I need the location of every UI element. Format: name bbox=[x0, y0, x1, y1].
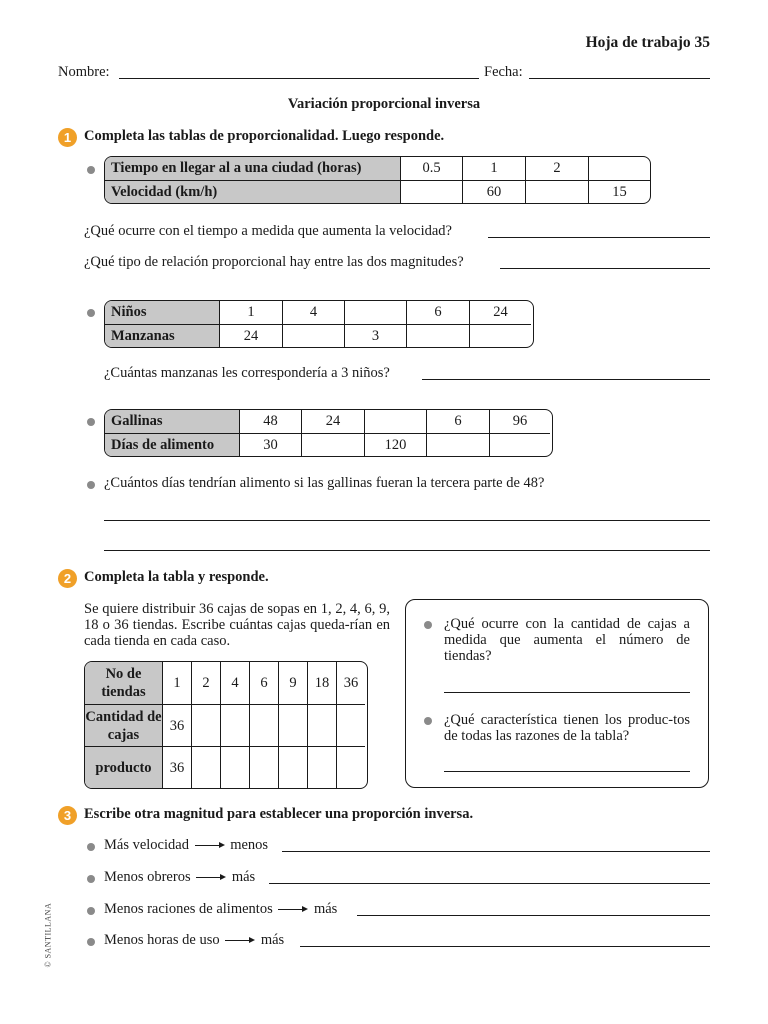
table-cell: 60 bbox=[462, 180, 525, 203]
table-row bbox=[105, 324, 533, 347]
table-cell-blank[interactable] bbox=[588, 157, 650, 180]
exercise-number-2: 2 bbox=[58, 569, 77, 588]
question-4: ¿Cuántos días tendrían alimento si las gallinas fueran la tercera parte de 48? bbox=[104, 475, 545, 491]
list-item bbox=[104, 869, 255, 886]
list-item bbox=[104, 901, 337, 918]
question-2: ¿Qué tipo de relación proporcional hay entre las dos magnitudes? bbox=[84, 254, 464, 270]
bullet-icon bbox=[87, 875, 95, 883]
worksheet-number: Hoja de trabajo 35 bbox=[585, 34, 710, 51]
arrow-right-icon bbox=[278, 903, 308, 913]
table-cell: 9 bbox=[278, 662, 307, 704]
table-header-apples: Manzanas bbox=[105, 324, 219, 347]
magnitude-right: más bbox=[231, 869, 256, 885]
table-row bbox=[105, 433, 552, 456]
magnitude-left: Menos horas de uso bbox=[104, 932, 220, 948]
arrow-right-icon bbox=[196, 871, 226, 881]
table-children-apples bbox=[104, 300, 534, 348]
answer-line-2[interactable] bbox=[500, 268, 710, 269]
name-line[interactable] bbox=[119, 78, 479, 79]
table-header-speed: Velocidad (km/h) bbox=[105, 180, 400, 203]
page-title: Variación proporcional inversa bbox=[287, 96, 481, 112]
table-cell: 15 bbox=[588, 180, 650, 203]
table-cell: 1 bbox=[462, 157, 525, 180]
magnitude-right: más bbox=[260, 932, 285, 948]
table-cell-blank[interactable] bbox=[400, 180, 462, 203]
table-cell-blank[interactable] bbox=[307, 704, 336, 746]
answer-line-ex3-1[interactable] bbox=[282, 851, 710, 852]
answer-line-4b[interactable] bbox=[104, 550, 710, 551]
list-item bbox=[104, 932, 284, 949]
box-answer-line-1[interactable] bbox=[444, 692, 690, 693]
exercise-3-instruction: Escribe otra magnitud para establecer una proporción inversa. bbox=[84, 806, 474, 822]
table-row bbox=[105, 157, 650, 180]
bullet-icon bbox=[87, 907, 95, 915]
table-cell-blank[interactable] bbox=[220, 746, 249, 788]
box-question-1: ¿Qué ocurre con la cantidad de cajas a medida que aumenta el número de tiendas? bbox=[444, 616, 690, 664]
table-cell: 6 bbox=[249, 662, 278, 704]
table-cell: 2 bbox=[191, 662, 220, 704]
answer-line-3[interactable] bbox=[422, 379, 710, 380]
table-header-stores: No de tiendas bbox=[85, 662, 162, 704]
table-hens-food bbox=[104, 409, 553, 457]
table-row bbox=[85, 704, 367, 746]
table-cell: 6 bbox=[406, 301, 469, 324]
table-cell-blank[interactable] bbox=[364, 410, 426, 433]
table-header-product: producto bbox=[85, 746, 162, 788]
table-cell: 48 bbox=[239, 410, 301, 433]
table-cell: 0.5 bbox=[400, 157, 462, 180]
exercise-2-paragraph: Se quiere distribuir 36 cajas de sopas en 1, 2, 4, 6, 9, 18 o 36 tiendas. Escribe cuántas cajas queda-rían en cada tienda en cada caso. bbox=[84, 601, 390, 649]
table-cell-blank[interactable] bbox=[282, 324, 344, 347]
question-3: ¿Cuántas manzanas les correspondería a 3 niños? bbox=[104, 365, 390, 381]
table-cell: 1 bbox=[219, 301, 282, 324]
table-cell: 1 bbox=[162, 662, 191, 704]
magnitude-left: Menos obreros bbox=[104, 869, 191, 885]
exercise-number-1: 1 bbox=[58, 128, 77, 147]
table-cell-blank[interactable] bbox=[191, 746, 220, 788]
table-cell: 4 bbox=[282, 301, 344, 324]
bullet-icon bbox=[87, 418, 95, 426]
copyright: © SANTILLANA bbox=[43, 902, 53, 968]
bullet-icon bbox=[87, 938, 95, 946]
exercise-number-3: 3 bbox=[58, 806, 77, 825]
answer-line-1[interactable] bbox=[488, 237, 710, 238]
bullet-icon bbox=[424, 621, 432, 629]
answer-line-ex3-2[interactable] bbox=[269, 883, 710, 884]
table-cell: 24 bbox=[219, 324, 282, 347]
table-cell: 36 bbox=[162, 704, 191, 746]
table-cell: 3 bbox=[344, 324, 406, 347]
table-row bbox=[85, 662, 367, 704]
table-cell-blank[interactable] bbox=[344, 301, 406, 324]
table-cell: 36 bbox=[336, 662, 365, 704]
box-question-2: ¿Qué característica tienen los produc-tos de todas las razones de la tabla? bbox=[444, 712, 690, 744]
table-cell-blank[interactable] bbox=[336, 704, 365, 746]
table-cell-blank[interactable] bbox=[307, 746, 336, 788]
table-cell-blank[interactable] bbox=[525, 180, 588, 203]
table-cell-blank[interactable] bbox=[301, 433, 364, 456]
answer-line-ex3-4[interactable] bbox=[300, 946, 710, 947]
table-header-food-days: Días de alimento bbox=[105, 433, 239, 456]
table-header-boxes: Cantidad de cajas bbox=[85, 704, 162, 746]
bullet-icon bbox=[424, 717, 432, 725]
table-cell: 120 bbox=[364, 433, 426, 456]
table-cell-blank[interactable] bbox=[406, 324, 469, 347]
table-cell-blank[interactable] bbox=[278, 704, 307, 746]
table-cell: 30 bbox=[239, 433, 301, 456]
magnitude-left: Más velocidad bbox=[104, 837, 189, 853]
table-cell: 2 bbox=[525, 157, 588, 180]
bullet-icon bbox=[87, 166, 95, 174]
table-row bbox=[105, 410, 552, 433]
table-cell: 24 bbox=[469, 301, 531, 324]
table-cell-blank[interactable] bbox=[220, 704, 249, 746]
table-time-speed bbox=[104, 156, 651, 204]
table-cell-blank[interactable] bbox=[278, 746, 307, 788]
table-cell-blank[interactable] bbox=[489, 433, 550, 456]
table-cell: 4 bbox=[220, 662, 249, 704]
table-cell: 96 bbox=[489, 410, 550, 433]
table-cell-blank[interactable] bbox=[249, 704, 278, 746]
magnitude-left: Menos raciones de alimentos bbox=[104, 901, 273, 917]
table-cell: 18 bbox=[307, 662, 336, 704]
answer-line-ex3-3[interactable] bbox=[357, 915, 710, 916]
magnitude-right: menos bbox=[230, 837, 269, 853]
arrow-right-icon bbox=[195, 839, 225, 849]
table-row bbox=[85, 746, 367, 788]
table-cell: 24 bbox=[301, 410, 364, 433]
table-cell-blank[interactable] bbox=[336, 746, 365, 788]
table-cell-blank[interactable] bbox=[469, 324, 531, 347]
table-row bbox=[105, 301, 533, 324]
arrow-right-icon bbox=[225, 934, 255, 944]
table-stores-boxes bbox=[84, 661, 368, 789]
exercise-2-instruction: Completa la tabla y responde. bbox=[84, 569, 269, 585]
bullet-icon bbox=[87, 309, 95, 317]
table-cell-blank[interactable] bbox=[191, 704, 220, 746]
bullet-icon bbox=[87, 481, 95, 489]
bullet-icon bbox=[87, 843, 95, 851]
table-header-hens: Gallinas bbox=[105, 410, 239, 433]
table-header-children: Niños bbox=[105, 301, 219, 324]
answer-line-4a[interactable] bbox=[104, 520, 710, 521]
table-cell: 6 bbox=[426, 410, 489, 433]
box-answer-line-2[interactable] bbox=[444, 771, 690, 772]
question-1: ¿Qué ocurre con el tiempo a medida que aumenta la velocidad? bbox=[84, 223, 452, 239]
date-line[interactable] bbox=[529, 78, 710, 79]
table-row bbox=[105, 180, 650, 203]
table-header-time: Tiempo en llegar al a una ciudad (horas) bbox=[105, 157, 400, 180]
name-label: Nombre: bbox=[58, 64, 110, 80]
table-cell-blank[interactable] bbox=[249, 746, 278, 788]
list-item bbox=[104, 837, 268, 854]
table-cell: 36 bbox=[162, 746, 191, 788]
date-label: Fecha: bbox=[484, 64, 523, 80]
exercise-1-instruction: Completa las tablas de proporcionalidad. Luego responde. bbox=[84, 128, 445, 144]
magnitude-right: más bbox=[313, 901, 338, 917]
table-cell-blank[interactable] bbox=[426, 433, 489, 456]
